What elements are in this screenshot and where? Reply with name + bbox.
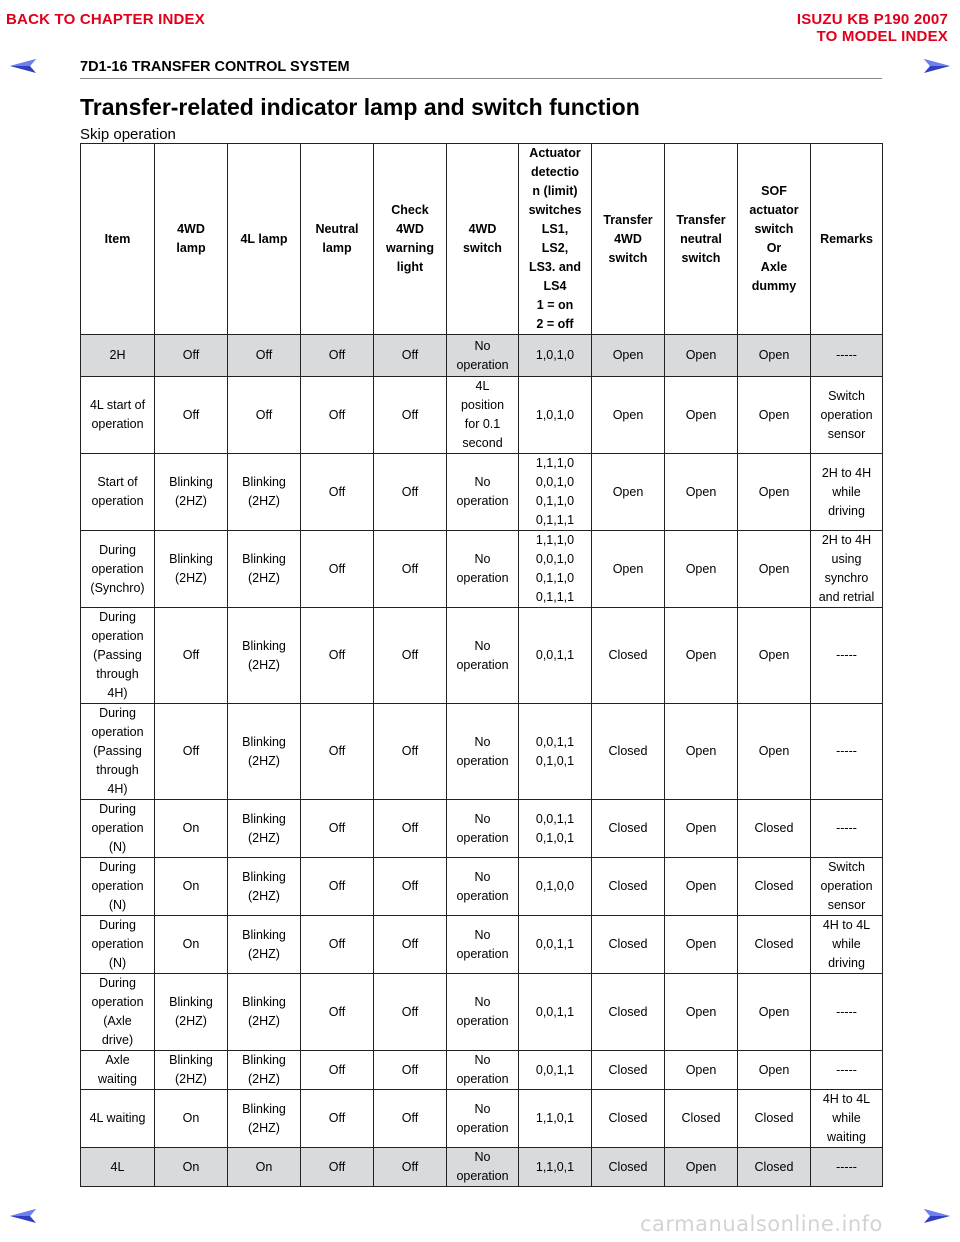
table-cell: Closed xyxy=(592,858,665,916)
table-cell: Closed xyxy=(592,1051,665,1090)
table-cell: Off xyxy=(301,454,374,531)
table-cell: Open xyxy=(738,704,811,800)
table-cell: During operation (Passing through 4H) xyxy=(81,704,155,800)
table-cell: Open xyxy=(665,1051,738,1090)
table-row xyxy=(81,335,883,377)
table-cell: 1,0,1,0 xyxy=(519,335,592,377)
table-cell: Axle waiting xyxy=(81,1051,155,1090)
table-cell: Off xyxy=(374,858,447,916)
table-row xyxy=(81,1051,883,1090)
table-cell: On xyxy=(228,1148,301,1187)
table-cell: 2H xyxy=(81,335,155,377)
table-cell: ----- xyxy=(811,974,883,1051)
page-title: Transfer-related indicator lamp and switch function xyxy=(80,94,640,120)
table-cell: No operation xyxy=(447,1090,519,1148)
table-cell: Closed xyxy=(738,1090,811,1148)
column-header: 4WD lamp xyxy=(155,144,228,335)
table-row xyxy=(81,1148,883,1187)
table-cell: Closed xyxy=(592,608,665,704)
table-cell: Open xyxy=(592,377,665,454)
table-cell: No operation xyxy=(447,608,519,704)
table-cell: 2H to 4H using synchro and retrial xyxy=(811,531,883,608)
model-index-block[interactable] xyxy=(797,11,948,45)
table-cell: 1,1,0,1 xyxy=(519,1148,592,1187)
table-cell: Open xyxy=(665,335,738,377)
page-subtitle: Skip operation xyxy=(80,126,176,143)
table-cell: Blinking (2HZ) xyxy=(228,1090,301,1148)
table-cell: No operation xyxy=(447,974,519,1051)
table-cell: 1,0,1,0 xyxy=(519,377,592,454)
table-cell: Off xyxy=(228,335,301,377)
table-row xyxy=(81,800,883,858)
table-cell: Open xyxy=(738,335,811,377)
table-cell: Closed xyxy=(738,1148,811,1187)
table-cell: Off xyxy=(301,608,374,704)
table-cell: Open xyxy=(738,974,811,1051)
column-header: Transfer 4WD switch xyxy=(592,144,665,335)
table-cell: 0,1,0,0 xyxy=(519,858,592,916)
table-cell: 0,0,1,1 xyxy=(519,916,592,974)
right-arrow-icon[interactable] xyxy=(922,56,952,76)
table-cell: On xyxy=(155,1148,228,1187)
table-cell: Blinking (2HZ) xyxy=(228,1051,301,1090)
table-cell: During operation (Passing through 4H) xyxy=(81,608,155,704)
table-cell: During operation (N) xyxy=(81,916,155,974)
table-cell: Closed xyxy=(738,858,811,916)
table-cell: Off xyxy=(374,1090,447,1148)
table-cell: Blinking (2HZ) xyxy=(155,454,228,531)
table-row xyxy=(81,531,883,608)
table-cell: On xyxy=(155,800,228,858)
table-cell: Open xyxy=(738,608,811,704)
table-header-row xyxy=(81,144,883,335)
column-header: 4WD switch xyxy=(447,144,519,335)
table-cell: No operation xyxy=(447,1148,519,1187)
table-cell: Off xyxy=(301,974,374,1051)
table-row xyxy=(81,916,883,974)
table-cell: Off xyxy=(301,858,374,916)
table-cell: 4H to 4L while waiting xyxy=(811,1090,883,1148)
table-cell: On xyxy=(155,916,228,974)
table-cell: Off xyxy=(228,377,301,454)
table-cell: Off xyxy=(301,800,374,858)
table-cell: Open xyxy=(665,704,738,800)
table-cell: Closed xyxy=(592,1148,665,1187)
table-cell: Off xyxy=(155,335,228,377)
table-cell: Open xyxy=(738,1051,811,1090)
table-cell: Off xyxy=(301,335,374,377)
table-cell: ----- xyxy=(811,608,883,704)
table-cell: 2H to 4H while driving xyxy=(811,454,883,531)
column-header: Actuator detectio n (limit) switches LS1, LS2, LS3. and LS4 1 = on 2 = off xyxy=(519,144,592,335)
table-cell: Open xyxy=(592,454,665,531)
table-cell: Closed xyxy=(592,800,665,858)
table-cell: 0,0,1,1 xyxy=(519,608,592,704)
column-header: 4L lamp xyxy=(228,144,301,335)
table-cell: 0,0,1,1 0,1,0,1 xyxy=(519,704,592,800)
column-header: Check 4WD warning light xyxy=(374,144,447,335)
table-cell: Off xyxy=(301,531,374,608)
column-header: Remarks xyxy=(811,144,883,335)
table-cell: Off xyxy=(301,916,374,974)
table-cell: Blinking (2HZ) xyxy=(228,916,301,974)
table-cell: On xyxy=(155,858,228,916)
table-cell: Blinking (2HZ) xyxy=(228,531,301,608)
table-row xyxy=(81,454,883,531)
table-cell: Blinking (2HZ) xyxy=(228,800,301,858)
table-cell: During operation (Axle drive) xyxy=(81,974,155,1051)
table-cell: ----- xyxy=(811,704,883,800)
table-cell: No operation xyxy=(447,704,519,800)
table-cell: Closed xyxy=(592,916,665,974)
table-cell: No operation xyxy=(447,531,519,608)
table-cell: 4L waiting xyxy=(81,1090,155,1148)
model-name-label: ISUZU KB P190 2007 xyxy=(796,11,948,28)
table-cell: Off xyxy=(374,335,447,377)
table-cell: Open xyxy=(665,608,738,704)
table-cell: Blinking (2HZ) xyxy=(155,531,228,608)
table-cell: Off xyxy=(374,916,447,974)
table-row xyxy=(81,377,883,454)
table-cell: ----- xyxy=(811,1051,883,1090)
table-cell: Blinking (2HZ) xyxy=(228,858,301,916)
table-cell: Off xyxy=(155,377,228,454)
table-cell: 1,1,1,0 0,0,1,0 0,1,1,0 0,1,1,1 xyxy=(519,454,592,531)
table-cell: Closed xyxy=(592,974,665,1051)
table-cell: Blinking (2HZ) xyxy=(228,608,301,704)
table-cell: No operation xyxy=(447,916,519,974)
header-divider xyxy=(80,78,882,79)
table-cell: 1,1,0,1 xyxy=(519,1090,592,1148)
table-cell: Off xyxy=(155,704,228,800)
table-row xyxy=(81,1090,883,1148)
table-cell: Off xyxy=(374,377,447,454)
table-cell: Switch operation sensor xyxy=(811,858,883,916)
to-model-index-link[interactable]: TO MODEL INDEX xyxy=(816,28,948,45)
table-cell: Blinking (2HZ) xyxy=(228,704,301,800)
indicator-switch-table xyxy=(80,143,883,1187)
column-header: SOF actuator switch Or Axle dummy xyxy=(738,144,811,335)
column-header: Item xyxy=(81,144,155,335)
table-cell: Off xyxy=(301,1148,374,1187)
column-header: Transfer neutral switch xyxy=(665,144,738,335)
left-arrow-icon[interactable] xyxy=(8,1206,38,1226)
table-row xyxy=(81,608,883,704)
table-cell: Closed xyxy=(592,704,665,800)
table-cell: Closed xyxy=(592,1090,665,1148)
table-cell: Blinking (2HZ) xyxy=(228,454,301,531)
table-cell: 0,0,1,1 xyxy=(519,1051,592,1090)
table-cell: Open xyxy=(665,858,738,916)
table-cell: Off xyxy=(374,531,447,608)
table-cell: No operation xyxy=(447,1051,519,1090)
table-cell: Off xyxy=(155,608,228,704)
table-cell: During operation (N) xyxy=(81,800,155,858)
table-cell: Blinking (2HZ) xyxy=(228,974,301,1051)
table-cell: No operation xyxy=(447,800,519,858)
table-cell: Closed xyxy=(738,916,811,974)
table-cell: Off xyxy=(301,1090,374,1148)
table-cell: Open xyxy=(738,454,811,531)
table-cell: On xyxy=(155,1090,228,1148)
table-cell: Off xyxy=(374,1148,447,1187)
table-cell: Blinking (2HZ) xyxy=(155,1051,228,1090)
table-cell: ----- xyxy=(811,800,883,858)
table-cell: Closed xyxy=(738,800,811,858)
table-cell: No operation xyxy=(447,454,519,531)
table-cell: ----- xyxy=(811,335,883,377)
table-cell: Open xyxy=(665,454,738,531)
table-row xyxy=(81,858,883,916)
table-cell: Off xyxy=(374,974,447,1051)
table-cell: No operation xyxy=(447,335,519,377)
table-cell: Open xyxy=(592,335,665,377)
table-cell: 0,0,1,1 xyxy=(519,974,592,1051)
table-cell: Open xyxy=(665,1148,738,1187)
table-cell: Off xyxy=(374,608,447,704)
watermark: carmanualsonline.info xyxy=(640,1212,883,1236)
table-cell: Off xyxy=(374,704,447,800)
column-header: Neutral lamp xyxy=(301,144,374,335)
back-to-chapter-index-link[interactable]: BACK TO CHAPTER INDEX xyxy=(6,11,205,28)
table-cell: 4L position for 0.1 second xyxy=(447,377,519,454)
left-arrow-icon[interactable] xyxy=(8,56,38,76)
table-cell: No operation xyxy=(447,858,519,916)
table-cell: Switch operation sensor xyxy=(811,377,883,454)
table-cell: Off xyxy=(374,800,447,858)
table-cell: Open xyxy=(665,800,738,858)
table-cell: Open xyxy=(592,531,665,608)
table-cell: Off xyxy=(374,454,447,531)
table-cell: Off xyxy=(301,377,374,454)
table-body xyxy=(81,335,883,1187)
table-cell: 4L start of operation xyxy=(81,377,155,454)
section-header: 7D1-16 TRANSFER CONTROL SYSTEM xyxy=(80,59,350,75)
table-cell: Open xyxy=(665,974,738,1051)
table-cell: During operation (N) xyxy=(81,858,155,916)
table-cell: Open xyxy=(665,531,738,608)
table-cell: 1,1,1,0 0,0,1,0 0,1,1,0 0,1,1,1 xyxy=(519,531,592,608)
table-cell: Off xyxy=(374,1051,447,1090)
table-cell: 4H to 4L while driving xyxy=(811,916,883,974)
table-cell: Open xyxy=(665,916,738,974)
table-cell: Open xyxy=(665,377,738,454)
table-cell: Start of operation xyxy=(81,454,155,531)
table-cell: Closed xyxy=(665,1090,738,1148)
table-cell: Open xyxy=(738,377,811,454)
right-arrow-icon[interactable] xyxy=(922,1206,952,1226)
table-cell: Off xyxy=(301,1051,374,1090)
table-row xyxy=(81,974,883,1051)
table-cell: 0,0,1,1 0,1,0,1 xyxy=(519,800,592,858)
table-row xyxy=(81,704,883,800)
table-cell: ----- xyxy=(811,1148,883,1187)
table-cell: During operation (Synchro) xyxy=(81,531,155,608)
table-cell: Off xyxy=(301,704,374,800)
table-cell: 4L xyxy=(81,1148,155,1187)
table-cell: Open xyxy=(738,531,811,608)
table-cell: Blinking (2HZ) xyxy=(155,974,228,1051)
